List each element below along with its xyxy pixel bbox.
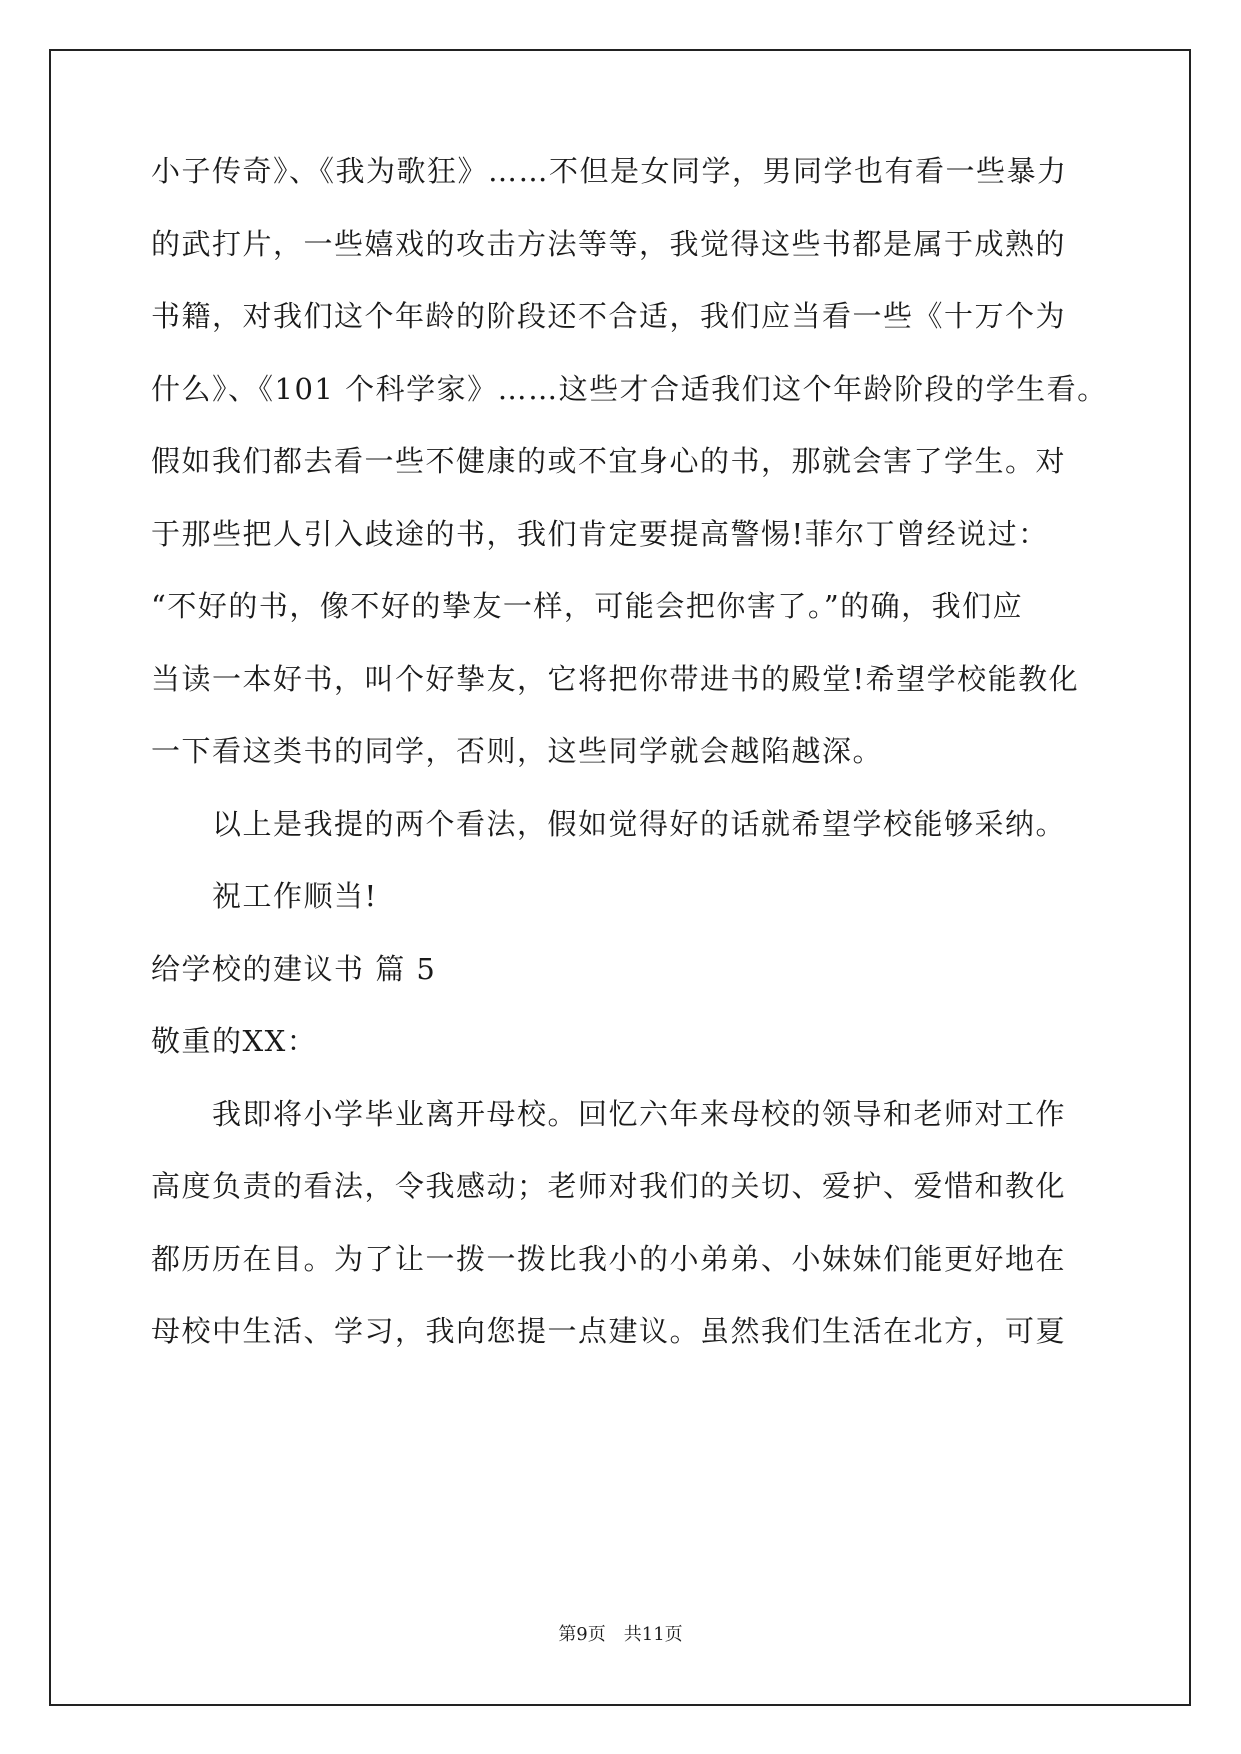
body-line-4: 什么》、《101 个科学家》……这些才合适我们这个年龄阶段的学生看。 <box>151 372 1108 406</box>
body-line-17: 母校中生活、学习，我向您提一点建议。虽然我们生活在北方，可夏 <box>151 1314 1067 1348</box>
page-footer <box>0 1623 1241 1647</box>
page-number: 第9页 共11页 <box>558 1624 683 1645</box>
body-line-8: 当读一本好书，叫个好挚友，它将把你带进书的殿堂!希望学校能教化 <box>151 662 1080 696</box>
body-line-5: 假如我们都去看一些不健康的或不宜身心的书，那就会害了学生。对 <box>151 444 1067 478</box>
body-line-3: 书籍，对我们这个年龄的阶段还不合适，我们应当看一些《十万个为 <box>151 299 1067 333</box>
closing-wish: 祝工作顺当! <box>212 879 378 913</box>
body-line-1: 小子传奇》、《我为歌狂》……不但是女同学，男同学也有看一些暴力 <box>151 154 1068 188</box>
body-line-16: 都历历在目。为了让一拨一拨比我小的小弟弟、小妹妹们能更好地在 <box>151 1242 1067 1276</box>
body-line-9: 一下看这类书的同学，否则，这些同学就会越陷越深。 <box>151 734 884 768</box>
salutation: 敬重的XX： <box>151 1024 318 1058</box>
section-heading: 给学校的建议书 篇 5 <box>151 952 437 986</box>
body-line-14: 我即将小学毕业离开母校。回忆六年来母校的领导和老师对工作 <box>212 1097 1067 1131</box>
body-line-7: “不好的书，像不好的挚友一样，可能会把你害了。”的确，我们应 <box>151 589 1024 623</box>
body-line-6: 于那些把人引入歧途的书，我们肯定要提高警惕!菲尔丁曾经说过： <box>151 517 1049 551</box>
closing-paragraph: 以上是我提的两个看法，假如觉得好的话就希望学校能够采纳。 <box>212 807 1067 841</box>
body-line-2: 的武打片，一些嬉戏的攻击方法等等，我觉得这些书都是属于成熟的 <box>151 227 1067 261</box>
body-line-15: 高度负责的看法，令我感动；老师对我们的关切、爱护、爱惜和教化 <box>151 1169 1067 1203</box>
